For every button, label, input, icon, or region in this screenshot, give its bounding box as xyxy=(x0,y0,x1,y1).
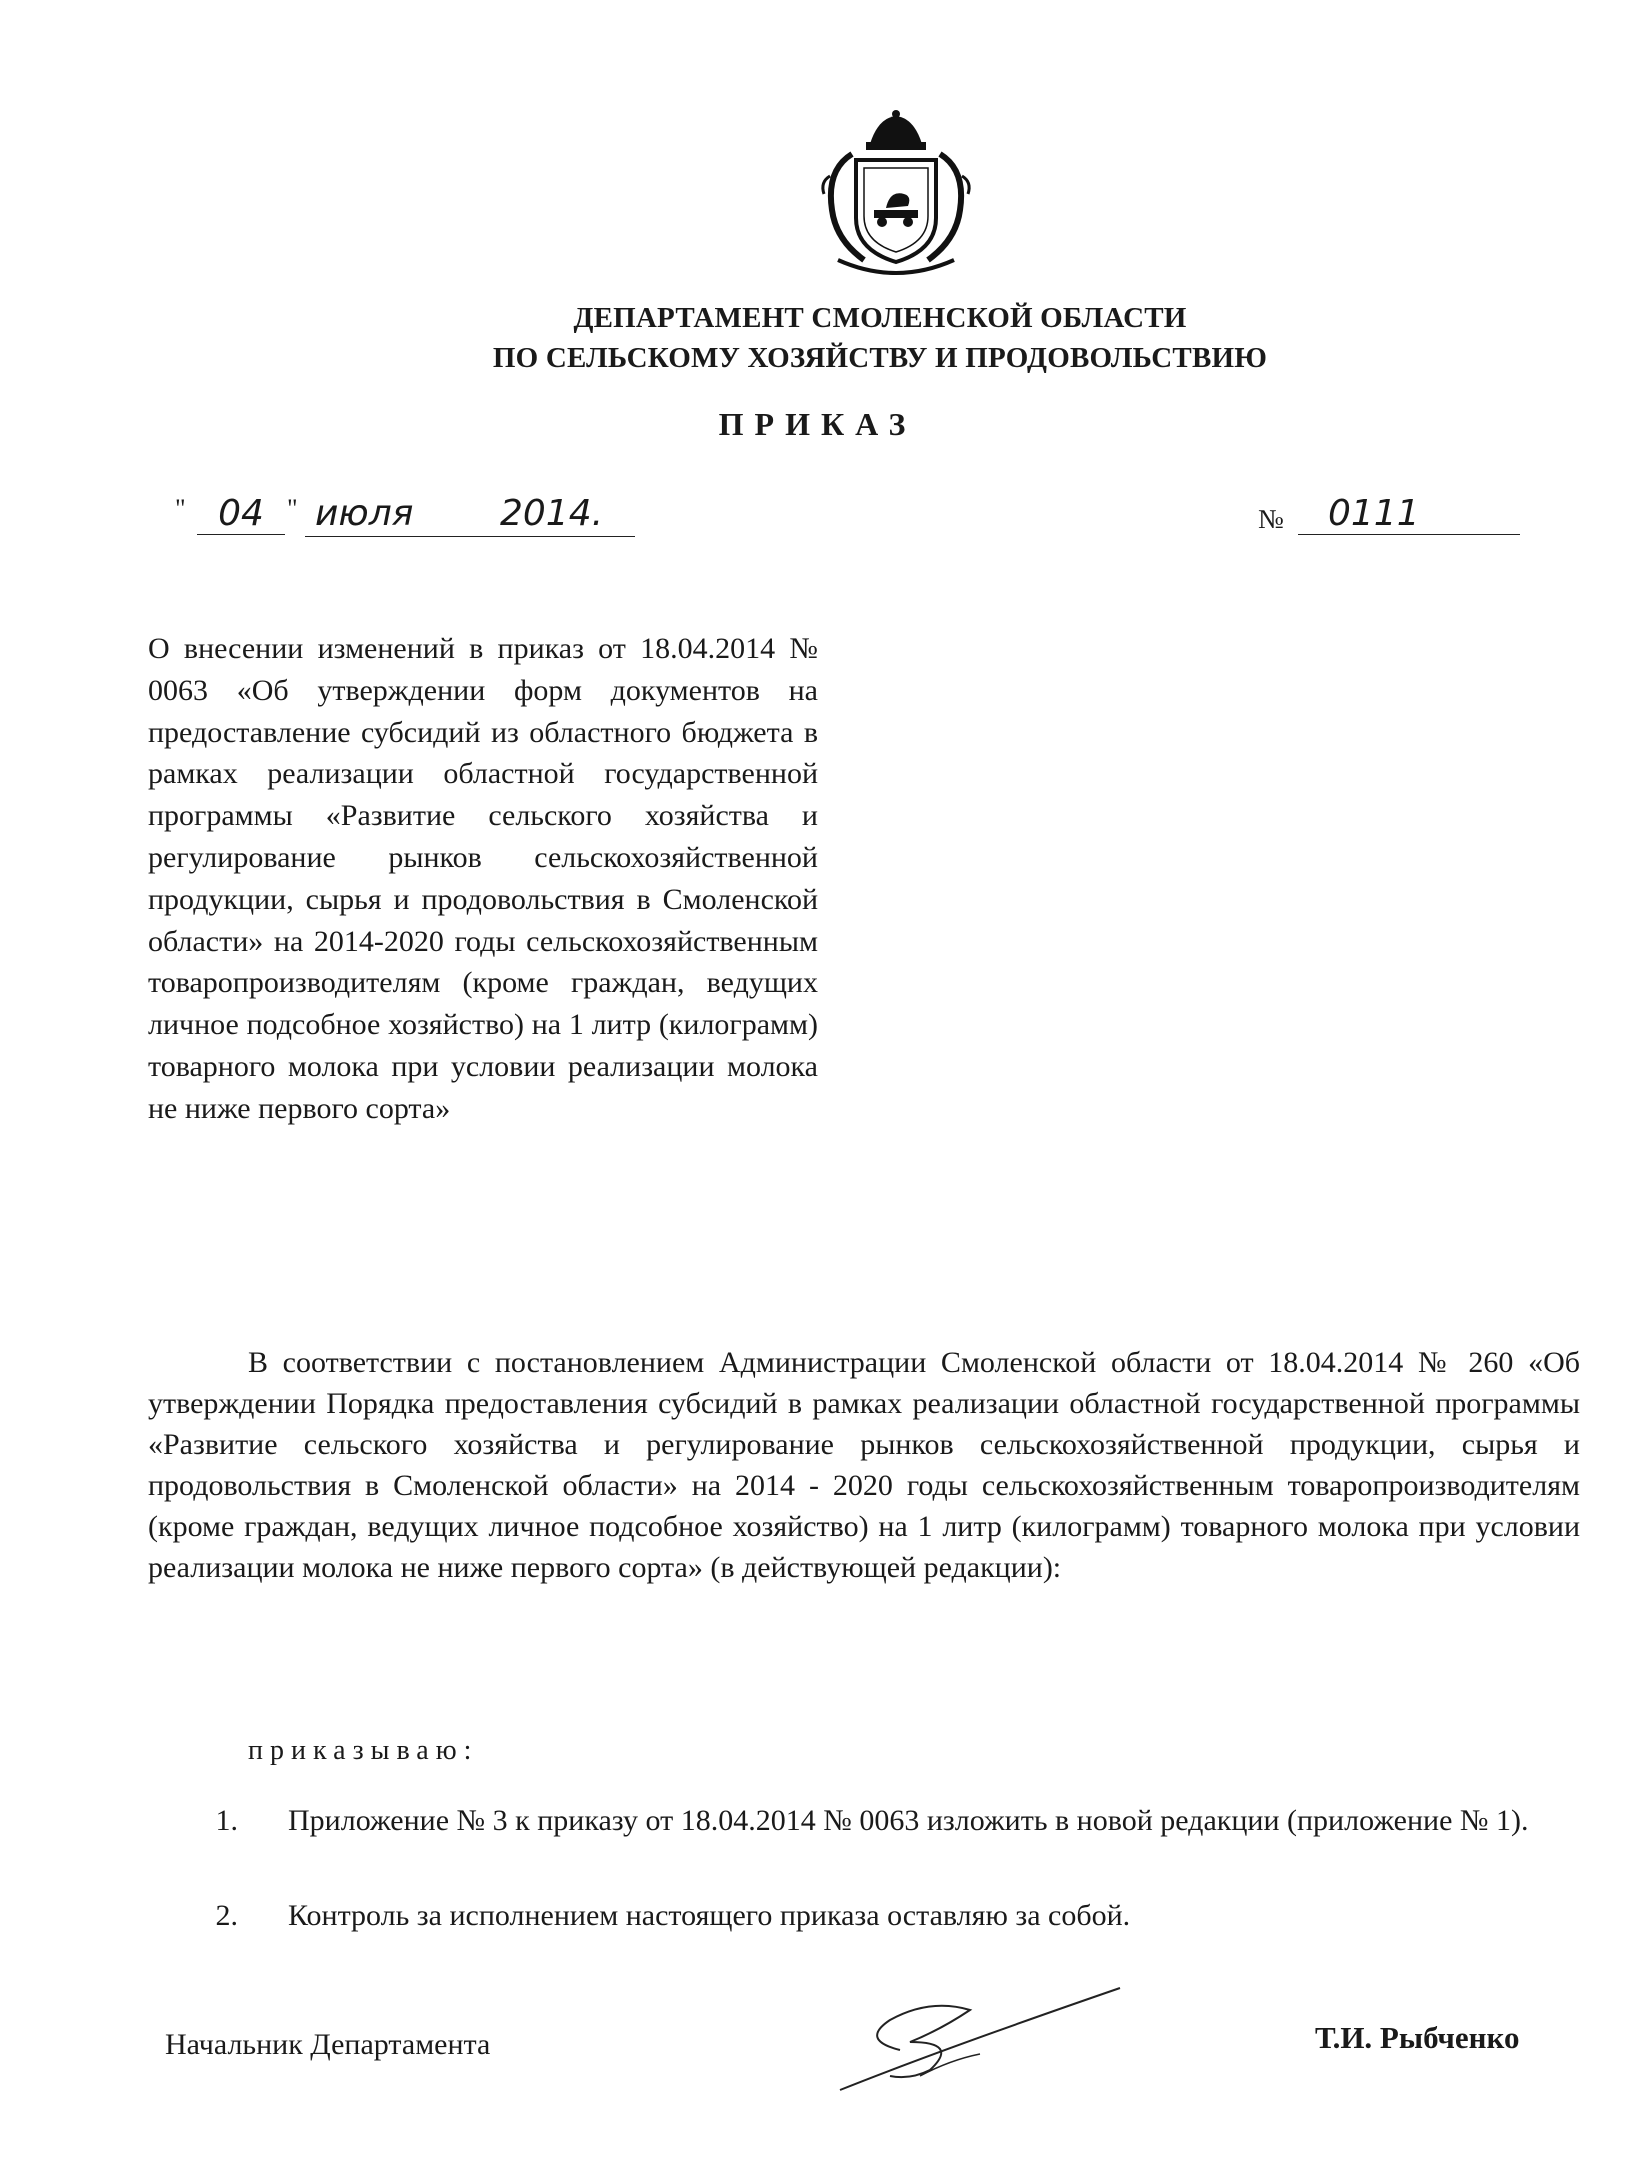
date-month: июля xyxy=(315,493,414,534)
department-line-2: ПО СЕЛЬСКОМУ ХОЗЯЙСТВУ И ПРОДОВОЛЬСТВИЮ xyxy=(492,342,1268,374)
date-quote-open: " xyxy=(175,494,186,523)
smolensk-coat-of-arms-icon xyxy=(808,110,984,282)
date-day: 04 xyxy=(197,494,285,535)
department-name xyxy=(330,298,1430,378)
item-number: 2. xyxy=(215,1899,238,1932)
signatory-name: Т.И. Рыбченко xyxy=(1315,2020,1520,2055)
item-text: Контроль за исполнением настоящего приказа оставляю за собой. xyxy=(288,1899,1131,1932)
department-line-1: ДЕПАРТАМЕНТ СМОЛЕНСКОЙ ОБЛАСТИ xyxy=(573,302,1187,334)
number-sign: № xyxy=(1258,504,1284,534)
order-directive: приказываю: xyxy=(248,1735,479,1766)
order-item-2 xyxy=(148,1895,1580,1936)
date-underline xyxy=(305,536,635,537)
signatory-title: Начальник Департамента xyxy=(165,2028,491,2061)
item-number: 1. xyxy=(215,1804,238,1837)
order-date xyxy=(175,494,655,538)
order-subject: О внесении изменений в приказ от 18.04.2014 № 0063 «Об утверждении форм документов на предоставление субсидий из областного бюджета в рамках реализации областной государственной программы «Развитие сельского хозяйства и регулирование рынков сельскохозяйственной продукции, сырья и продовольствия в Смоленской области» на 2014-2020 годы сельскохозяйственным товаропроизводителям (кроме граждан, ведущих личное подсобное хозяйство) на 1 литр (килограмм) товарного молока при условии реализации молока не ниже первого сорта» xyxy=(148,632,818,1125)
order-number xyxy=(1258,494,1520,538)
date-year: 2014. xyxy=(500,493,604,534)
item-text: Приложение № 3 к приказу от 18.04.2014 № 0063 изложить в новой редакции (приложение № 1). xyxy=(288,1804,1529,1837)
order-item-1 xyxy=(148,1800,1580,1841)
order-title: ПРИКАЗ xyxy=(718,406,917,442)
handwritten-signature xyxy=(820,1980,1140,2100)
number-value: 0111 xyxy=(1298,494,1520,535)
order-preamble: В соответствии с постановлением Администрации Смоленской области от 18.04.2014 № 260 «Об утверждении Порядка предоставления субсидий в рамках реализации областной государственной программы «Развитие сельского хозяйства и регулирование рынков сельскохозяйственной продукции, сырья и продовольствия в Смоленской области» на 2014 - 2020 годы сельскохозяйственным товаропроизводителям (кроме граждан, ведущих личное подсобное хозяйство) на 1 литр (килограмм) товарного молока при условии реализации молока не ниже первого сорта» (в действующей редакции): xyxy=(148,1346,1580,1584)
date-quote-close: " xyxy=(287,494,298,523)
